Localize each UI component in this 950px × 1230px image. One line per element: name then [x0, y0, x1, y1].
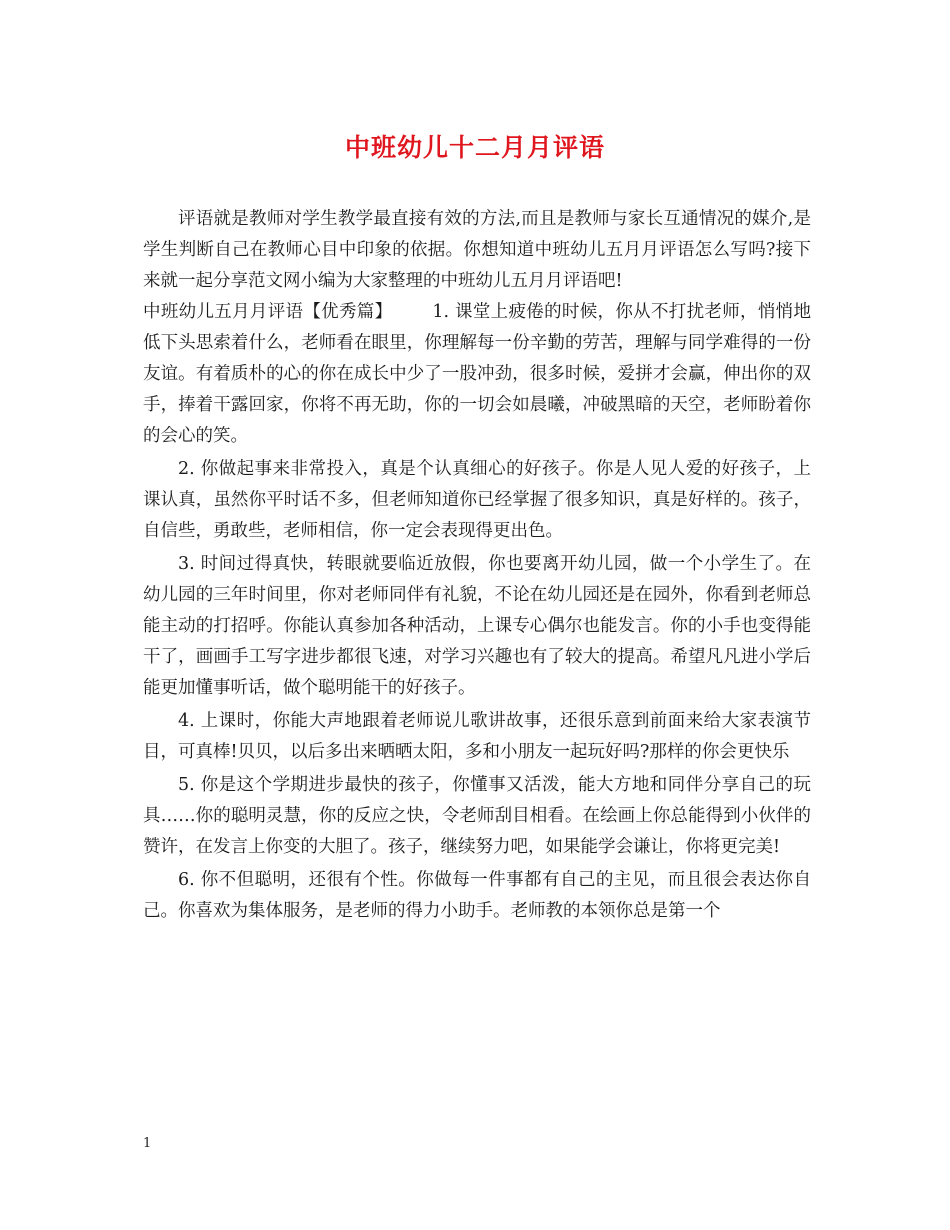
- document-body: [143, 204, 811, 927]
- page-number: 1: [143, 1136, 152, 1151]
- comment-item-3: 3. 时间过得真快，转眼就要临近放假，你也要离开幼儿园，做一个小学生了。在幼儿园的三年时间里，你对老师同伴有礼貌，不论在幼儿园还是在园外，你看到老师总能主动的打招呼。你能认真参加各种活动，上课专心偶尔也能发言。你的小手也变得能干了，画画手工写字进步都很飞速，对学习兴趣也有了较大的提高。希望凡凡进小学后能更加懂事听话，做个聪明能干的好孩子。: [143, 554, 811, 698]
- section-heading: 中班幼儿五月月评语【优秀篇】: [143, 302, 393, 322]
- comment-item-5: 5. 你是这个学期进步最快的孩子，你懂事又活泼，能大方地和同伴分享自己的玩具……你的聪明灵慧，你的反应之快，令老师刮目相看。在绘画上你总能得到小伙伴的赞许，在发言上你变的大胆了。孩子，继续努力吧，如果能学会谦让，你将更完美!: [143, 775, 811, 857]
- comment-item-4: 4. 上课时，你能大声地跟着老师说儿歌讲故事，还很乐意到前面来给大家表演节目，可真棒!贝贝，以后多出来晒晒太阳，多和小朋友一起玩好吗?那样的你会更快乐: [143, 711, 811, 762]
- intro-paragraph: 评语就是教师对学生教学最直接有效的方法,而且是教师与家长互通情况的媒介,是学生判断自己在教师心目中印象的依据。你想知道中班幼儿五月月评语怎么写吗?接下来就一起分享范文网小编为大家整理的中班幼儿五月月评语吧!: [143, 209, 811, 291]
- comment-item-2: 2. 你做起事来非常投入，真是个认真细心的好孩子。你是人见人爱的好孩子，上课认真，虽然你平时话不多，但老师知道你已经掌握了很多知识，真是好样的。孩子，自信些，勇敢些，老师相信，你一定会表现得更出色。: [143, 459, 811, 541]
- comment-item-6: 6. 你不但聪明，还很有个性。你做每一件事都有自己的主见，而且很会表达你自己。你喜欢为集体服务，是老师的得力小助手。老师教的本领你总是第一个: [143, 870, 811, 921]
- comment-item-1: 1. 课堂上疲倦的时候，你从不打扰老师，悄悄地低下头思索着什么，老师看在眼里，你理解每一份辛勤的劳苦，理解与同学难得的一份友谊。有着质朴的心的你在成长中少了一股冲劲，很多时候，爱拼才会赢，伸出你的双手，捧着干露回家，你将不再无助，你的一切会如晨曦，冲破黑暗的天空，老师盼着你的会心的笑。: [143, 302, 811, 446]
- document-title: 中班幼儿十二月月评语: [344, 133, 605, 162]
- section-paragraph: [143, 297, 811, 452]
